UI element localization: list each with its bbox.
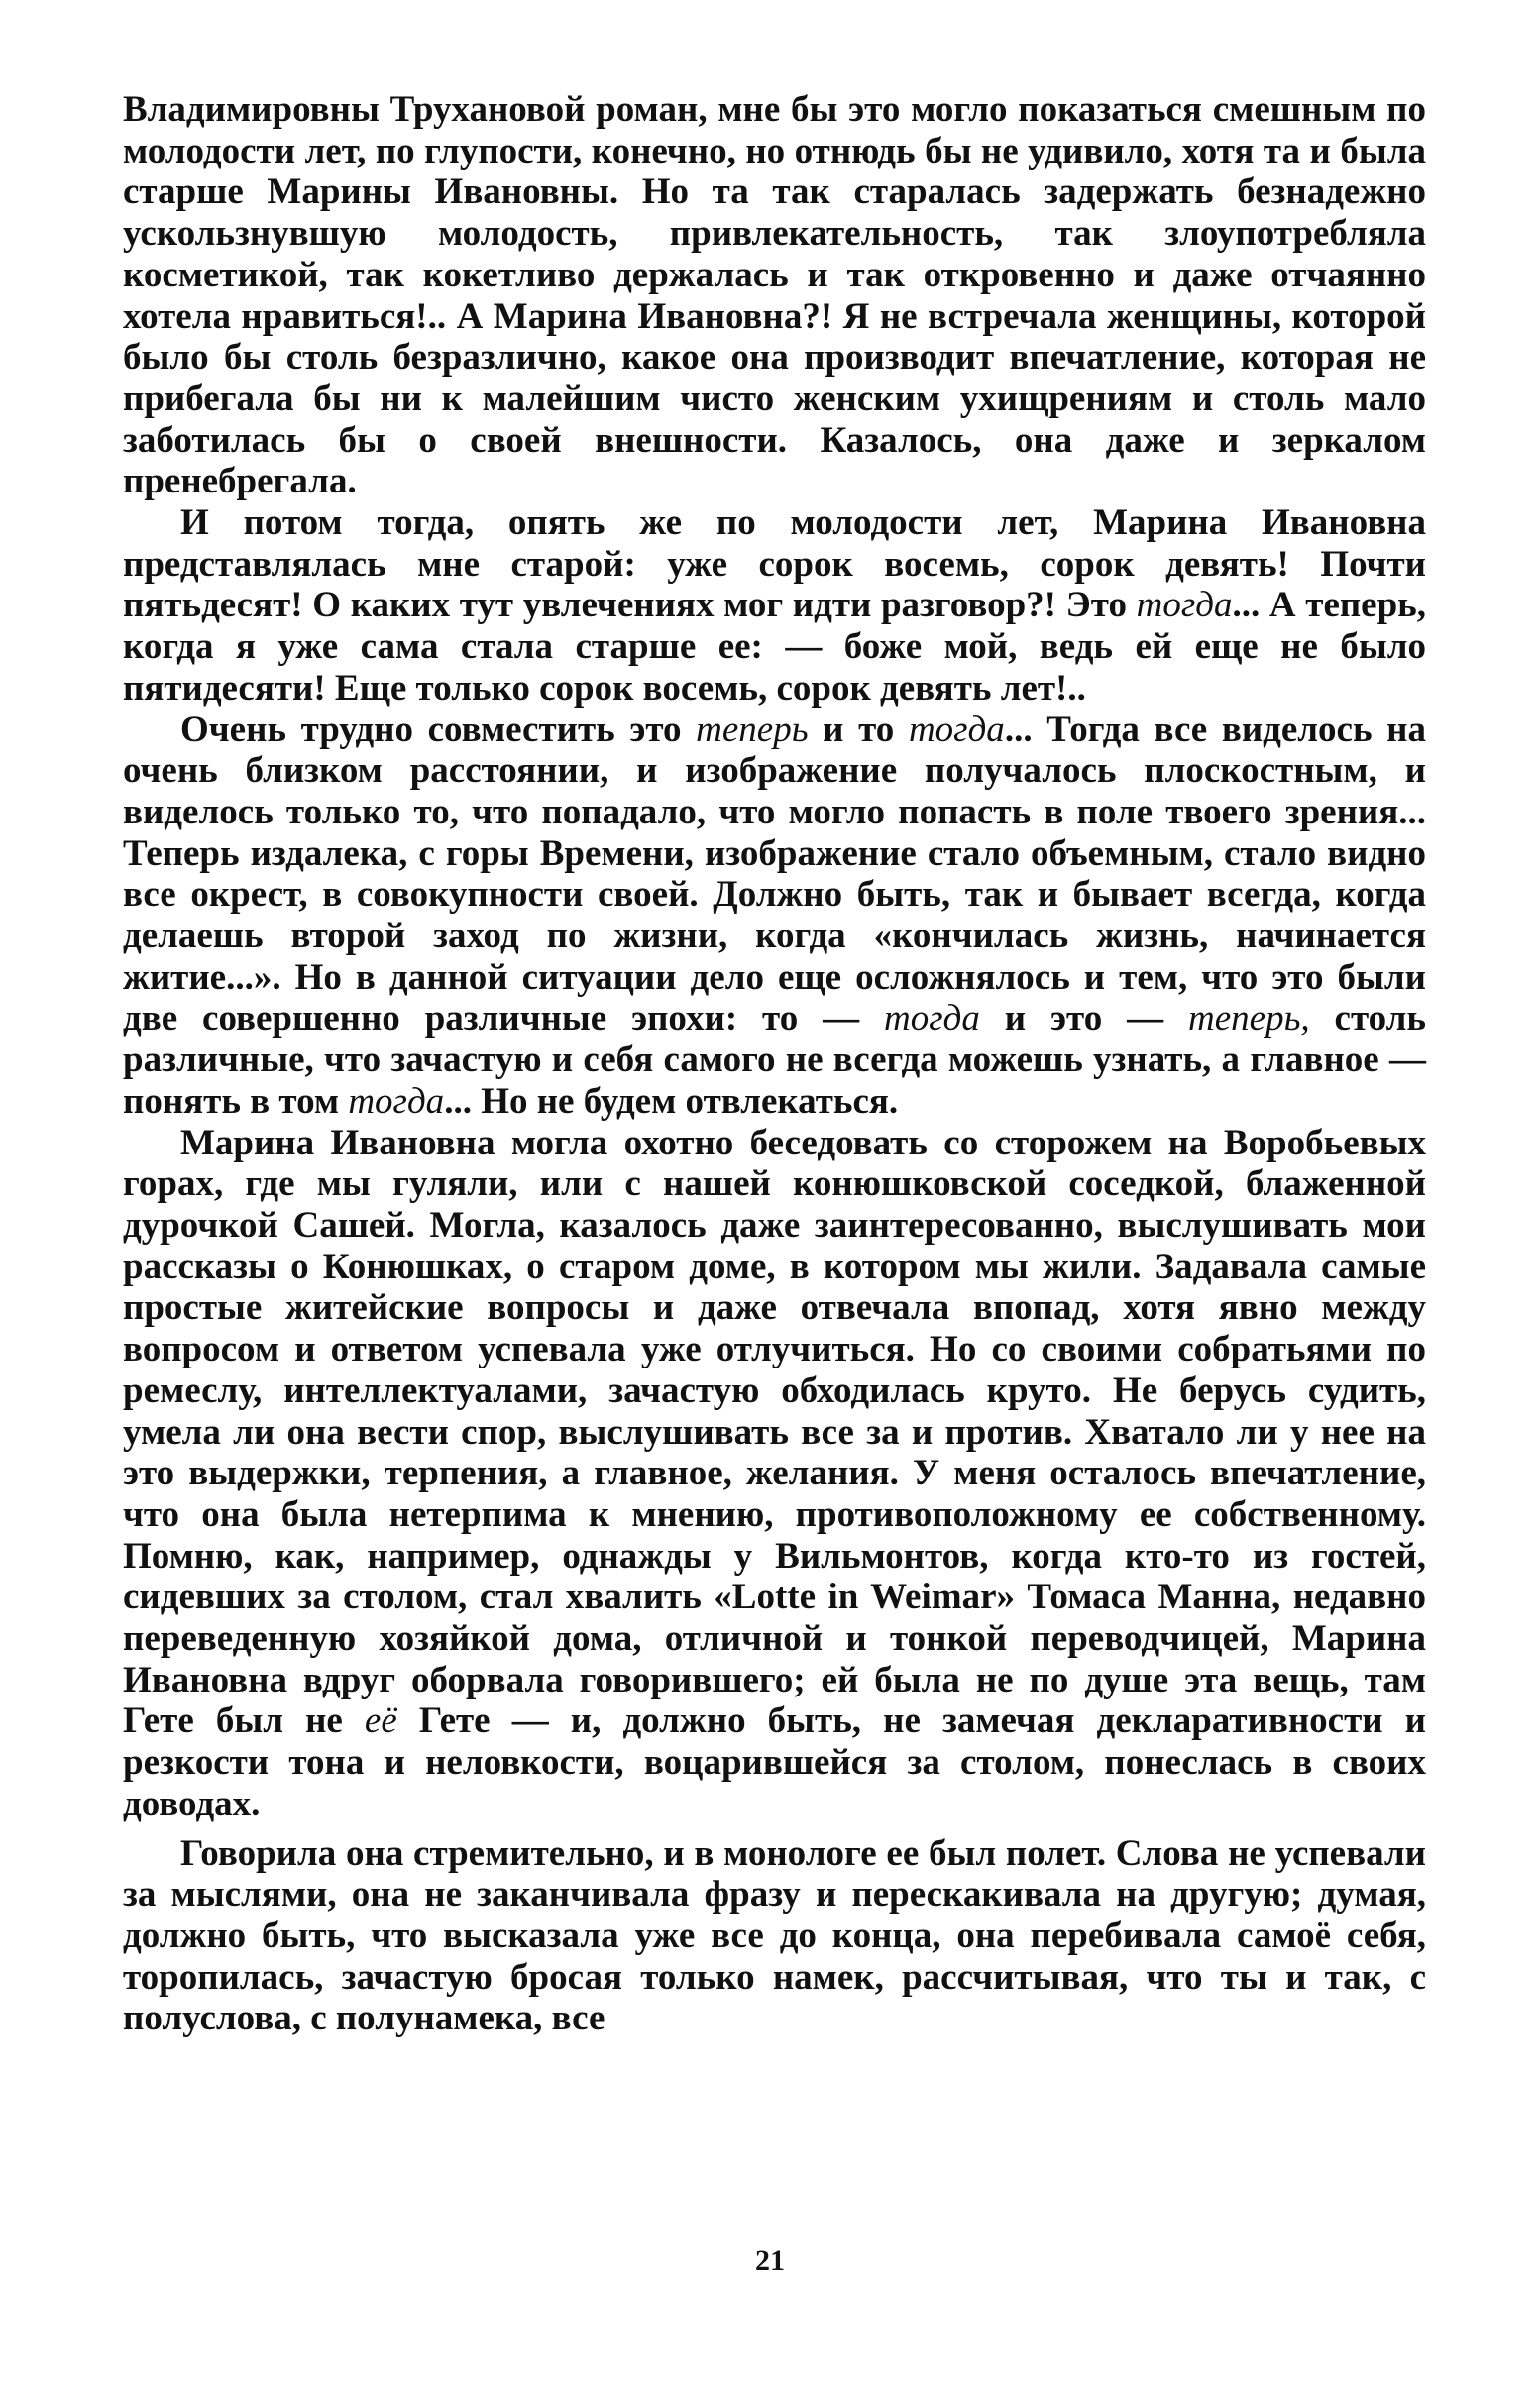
text-segment: ... Но не будем отвлекаться.	[444, 1080, 899, 1122]
text-segment: ... А теперь, когда я уже сама стала старше ее: — боже мой, ведь ей еще не было пятидесяти! Еще только сорок восемь, сорок девять лет!..	[123, 585, 1426, 709]
paragraph-4	[123, 1123, 1426, 1825]
italic-text-segment: её	[364, 1700, 397, 1742]
page-number: 21	[755, 2244, 785, 2277]
text-segment: И потом тогда, опять же по молодости лет, Марина Ивановна представлялась мне старой: уже сорок восемь, сорок девять! Почти пятьдесят! О каких тут увлечениях мог идти разговор?! Это	[123, 502, 1426, 626]
paragraph-5	[123, 1833, 1426, 2040]
text-segment: столь различные, что зачастую и себя самого не всегда можешь узнать, а главное — понять в том	[123, 998, 1426, 1122]
italic-text-segment: тогда	[884, 998, 980, 1039]
text-segment: и это —	[979, 998, 1188, 1039]
italic-text-segment: тогда	[348, 1080, 445, 1122]
text-segment: Говорила она стремительно, и в монологе ее был полет. Слова не успевали за мыслями, она не заканчивала фразу и перескакивала на другую; думая, должно быть, что высказала уже все до конца, она перебивала самоё себя, торопилась, зачастую бросая только намек, рассчитывая, что ты и так, с полуслова, с полунамека, все	[123, 1832, 1426, 2039]
italic-text-segment: тогда	[908, 709, 1005, 750]
text-segment: Марина Ивановна могла охотно беседовать со сторожем на Воробьевых горах, где мы гуляли, или с нашей конюшковской соседкой, блаженной дурочкой Сашей. Могла, казалось даже заинтересованно, выслушивать мои рассказы о Конюшках, о старом доме, в котором мы жили. Задавала самые простые житейские вопросы и даже отвечала впопад, хотя явно между вопросом и ответом успевала уже отлучиться. Но со своими собратьями по ремеслу, интеллектуалами, зачастую обходилась круто. Не берусь судить, умела ли она вести спор, выслушивать все за и против. Хватало ли у нее на это выдержки, терпения, а главное, желания. У меня осталось впечатление, что она была нетерпима к мнению, противоположному ее собственному. Помню, как, например, однажды у Вильмонтов, когда кто-то из гостей, сидевших за столом, стал хвалить «Lotte in Weimar» Томаса Манна, недавно переведенную хозяйкой дома, отличной и тонкой переводчицей, Марина Ивановна вдруг оборвала говорившего; ей была не по душе эта вещь, там Гете был не	[123, 1122, 1426, 1742]
text-segment: и то	[808, 709, 909, 750]
paragraph-1	[123, 89, 1426, 502]
text-segment: Очень трудно совместить это	[180, 709, 697, 750]
page-text-block	[123, 89, 1426, 2039]
paragraph-3	[123, 710, 1426, 1123]
italic-text-segment: теперь,	[1188, 998, 1310, 1039]
text-segment: Гете — и, должно быть, не замечая декларативности и резкости тона и неловкости, воцарившейся за столом, понеслась в своих доводах.	[123, 1700, 1426, 1824]
italic-text-segment: теперь	[696, 709, 809, 750]
text-segment: ... Тогда все виделось на очень близком расстоянии, и изображение получалось плоскостным, и виделось только то, что попадало, что могло попасть в поле твоего зрения... Теперь издалека, с горы Времени, изображение стало объемным, стало видно все окрест, в совокупности своей. Должно быть, так и бывает всегда, когда делаешь второй заход по жизни, когда «кончилась жизнь, начинается житие...». Но в данной ситуации дело еще осложнялось и тем, что это были две совершенно различные эпохи: то —	[123, 709, 1426, 1039]
paragraph-2	[123, 502, 1426, 710]
text-segment: Владимировны Трухановой роман, мне бы это могло показаться смешным по молодости лет, по глупости, конечно, но отнюдь бы не удивило, хотя та и была старше Марины Ивановны. Но та так старалась задержать безнадежно ускользнувшую молодость, привлекательность, так злоупотребляла косметикой, так кокетливо держалась и так откровенно и даже отчаянно хотела нравиться!.. А Марина Ивановна?! Я не встречала женщины, которой было бы столь безразлично, какое она производит впечатление, которая не прибегала бы ни к малейшим чисто женским ухищрениям и столь мало заботилась бы о своей внешности. Казалось, она даже и зеркалом пренебрегала.	[123, 89, 1426, 502]
italic-text-segment: тогда	[1136, 585, 1233, 626]
